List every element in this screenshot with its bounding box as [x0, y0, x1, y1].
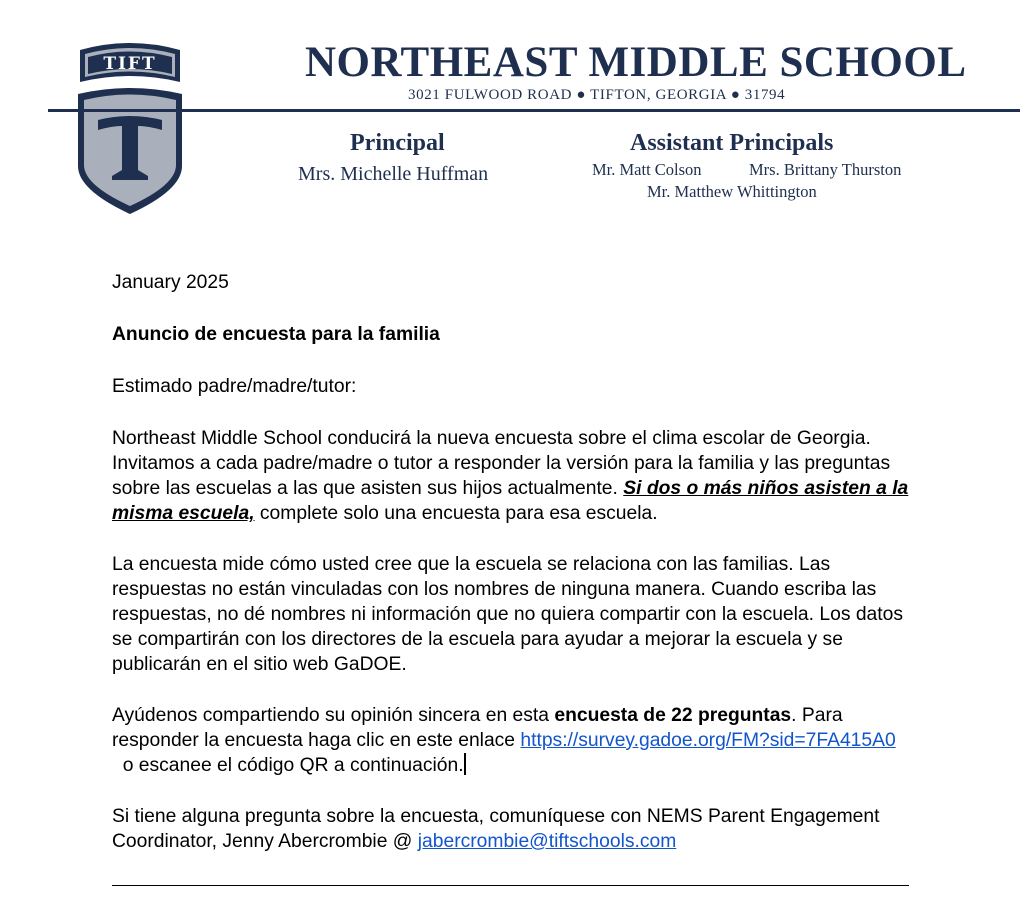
paragraph-text: Si tiene alguna pregunta sobre la encuesta, comuníquese con NEMS Parent Engagement Coordinator, Jenny Abercrombie @ [112, 806, 880, 852]
tift-crest-logo [74, 38, 186, 216]
assistant-principal-name: Mrs. Brittany Thurston [749, 160, 902, 179]
email-link[interactable]: jabercrombie@tiftschools.com [417, 831, 677, 852]
paragraph-text: Ayúdenos compartiendo su opinión sincera en esta [112, 705, 555, 726]
letter-greeting: Estimado padre/madre/tutor: [112, 376, 357, 397]
bold-text: encuesta de 22 preguntas [554, 705, 792, 726]
school-name: NORTHEAST MIDDLE SCHOOL [305, 39, 967, 86]
letter-body [112, 270, 912, 854]
paragraph-survey-privacy: La encuesta mide cómo usted cree que la escuela se relaciona con las familias. Las respuestas no están vinculadas con los nombres de ninguna manera. Cuando escriba las respuestas, no dé nombres ni información que no quiera compartir con la escuela. Los datos se compartirán con los directores de la escuela para ayudar a mejorar la escuela y se publicarán en el sitio web GaDOE. [112, 554, 903, 675]
crest-text: TIFT [103, 54, 157, 74]
letter-subject: Anuncio de encuesta para la familia [112, 324, 440, 345]
school-address: 3021 FULWOOD ROAD ● TIFTON, GEORGIA ● 31794 [408, 87, 786, 103]
paragraph-contact [112, 804, 912, 854]
paragraph-text: o escanee el código QR a continuación. [112, 755, 464, 776]
crest-letter: T [74, 38, 75, 39]
survey-link[interactable]: https://survey.gadoe.org/FM?sid=7FA415A0 [520, 730, 896, 751]
paragraph-survey-link [112, 703, 912, 778]
paragraph-text: Northeast Middle School conducirá la nueva encuesta sobre el clima escolar de Georgia. Invitamos a cada padre/madre o tutor a responder la versión para la familia y las preguntas sobre las escuelas a las que asisten sus hijos actualmente. [112, 428, 891, 499]
letterhead-rule [48, 109, 1020, 112]
paragraph-text: complete solo una encuesta para esa escuela. [254, 503, 658, 524]
assistant-principals-title: Assistant Principals [630, 130, 834, 156]
emphasis-text: Si dos o más niños asisten a la misma escuela, [112, 478, 909, 524]
paragraph-survey-intro [112, 426, 912, 526]
footer-rule [112, 885, 909, 886]
shield-icon [74, 38, 186, 216]
principal-title: Principal [350, 130, 445, 156]
assistant-principal-name: Mr. Matt Colson [592, 160, 702, 179]
principal-name: Mrs. Michelle Huffman [298, 163, 489, 185]
paragraph-text: . Para responder la encuesta haga clic en este enlace [112, 705, 843, 751]
text-cursor [464, 753, 466, 775]
letter-date: January 2025 [112, 272, 229, 293]
letterhead [0, 0, 1024, 230]
assistant-principal-name: Mr. Matthew Whittington [647, 182, 817, 201]
